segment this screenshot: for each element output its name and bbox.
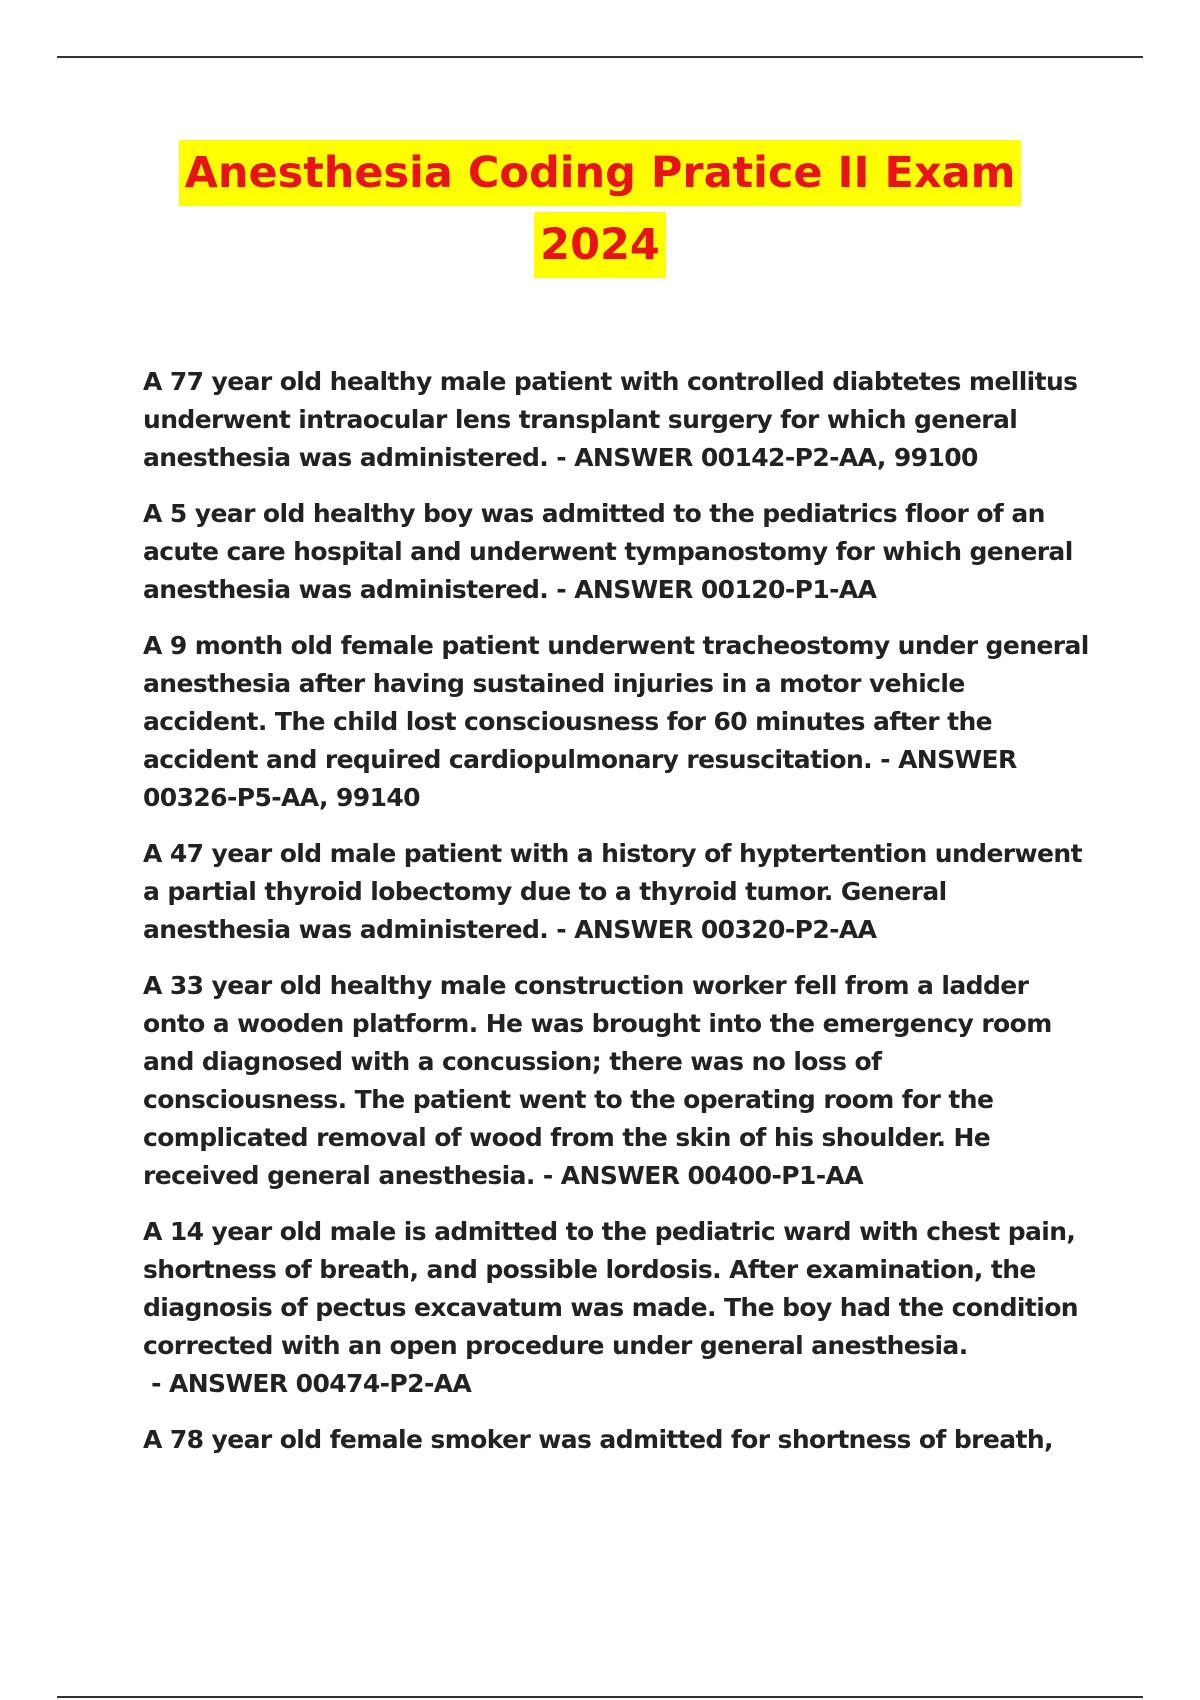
separator: -: [872, 745, 899, 774]
question-text: A 33 year old healthy male construction worker fell from a ladder onto a wooden platform. He was brought into the emergency room and diagnosed with a concussion; there was no loss of consciousness. The patient went to the operating room for the complicated removal of wood from the skin of his shoulder. He received general anesthesia.: [143, 971, 1052, 1190]
answer-label: ANSWER: [574, 575, 701, 604]
answer-label: ANSWER: [898, 745, 1017, 774]
qa-item-2: [143, 495, 1093, 609]
separator: -: [143, 1369, 169, 1398]
separator: -: [548, 575, 575, 604]
question-text: A 5 year old healthy boy was admitted to the pediatrics floor of an acute care hospital and underwent tympanostomy for which general anesthesia was administered.: [143, 499, 1073, 604]
separator: -: [548, 915, 575, 944]
separator: -: [534, 1161, 561, 1190]
separator: -: [548, 443, 575, 472]
title-line-2: 2024: [534, 212, 666, 278]
answer-label: ANSWER: [574, 915, 701, 944]
qa-list: [143, 363, 1093, 1477]
answer-code: 00120-P1-AA: [700, 575, 877, 604]
question-text: A 47 year old male patient with a history of hyptertention underwent a partial thyroid lobectomy due to a thyroid tumor. General anesthesia was administered.: [143, 839, 1082, 944]
question-text: A 9 month old female patient underwent tracheostomy under general anesthesia after having sustained injuries in a motor vehicle accident. The child lost consciousness for 60 minutes after the accident and required cardiopulmonary resuscitation.: [143, 631, 1089, 774]
qa-item-6: [143, 1213, 1093, 1403]
answer-label: ANSWER: [168, 1369, 296, 1398]
qa-item-3: [143, 627, 1093, 817]
question-text: A 78 year old female smoker was admitted for shortness of breath,: [143, 1425, 1053, 1454]
qa-item-4: [143, 835, 1093, 949]
qa-item-partial: [143, 1421, 1093, 1459]
answer-code: 00474-P2-AA: [295, 1369, 472, 1398]
answer-code: 00326-P5-AA, 99140: [143, 783, 420, 812]
qa-item-5: [143, 967, 1093, 1195]
answer-code: 00400-P1-AA: [687, 1161, 864, 1190]
bottom-rule: [57, 1696, 1143, 1698]
document-title: [0, 140, 1200, 278]
title-line-1: Anesthesia Coding Pratice II Exam: [179, 140, 1022, 206]
answer-label: ANSWER: [560, 1161, 688, 1190]
question-text: A 77 year old healthy male patient with controlled diabtetes mellitus underwent intraocular lens transplant surgery for which general anesthesia was administered.: [143, 367, 1078, 472]
qa-item-1: [143, 363, 1093, 477]
answer-code: 00320-P2-AA: [700, 915, 877, 944]
top-rule: [57, 56, 1143, 58]
answer-label: ANSWER: [574, 443, 701, 472]
answer-code: 00142-P2-AA, 99100: [700, 443, 978, 472]
question-text: A 14 year old male is admitted to the pediatric ward with chest pain, shortness of breath, and possible lordosis. After examination, the diagnosis of pectus excavatum was made. The boy had the condition corrected with an open procedure under general anesthesia.: [143, 1217, 1078, 1360]
